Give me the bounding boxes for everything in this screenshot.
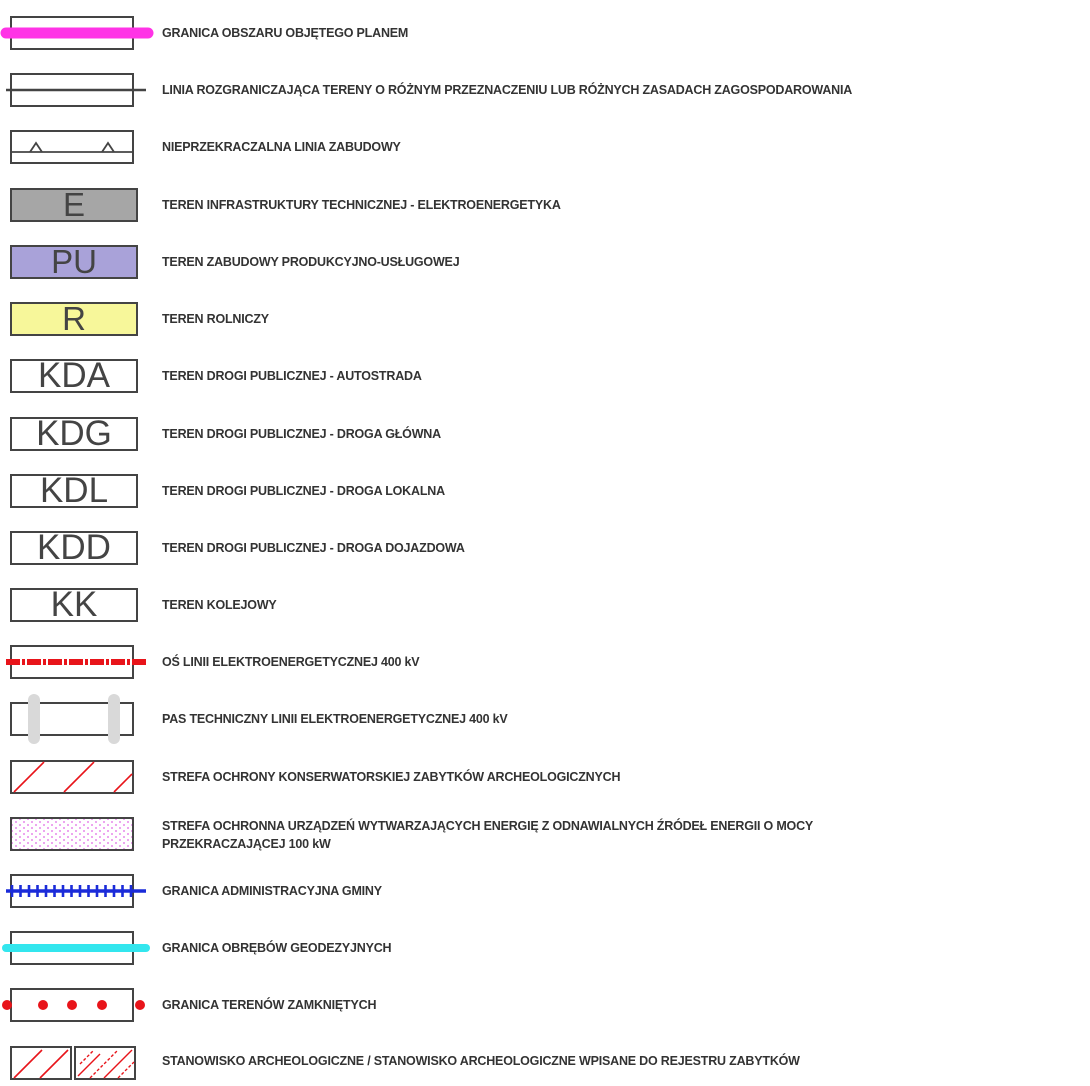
- legend-label: TEREN DROGI PUBLICZNEJ - DROGA DOJAZDOWA: [162, 541, 465, 555]
- kk-code-box: KK: [10, 588, 138, 622]
- legend-item-conservation-zone: [0, 760, 1090, 794]
- legend-label: TEREN DROGI PUBLICZNEJ - DROGA GŁÓWNA: [162, 427, 441, 441]
- r-code-box: R: [10, 302, 138, 336]
- legend-item-kdl: [0, 471, 1090, 510]
- legend-item-power-line-axis: [0, 645, 1090, 679]
- legend-item-pu: [0, 245, 1090, 279]
- legend-label-line2: PRZEKRACZAJĄCEJ 100 kW: [162, 837, 331, 851]
- blue-ticked-line-icon: [10, 874, 150, 908]
- legend-item-building-line: [0, 130, 1090, 164]
- cyan-line-icon: [10, 931, 150, 965]
- legend-label: LINIA ROZGRANICZAJĄCA TERENY O RÓŻNYM PRZEZNACZENIU LUB RÓŻNYCH ZASADACH ZAGOSPODAROWANIA: [162, 83, 853, 97]
- legend-item-kdd: [0, 528, 1090, 567]
- legend-item-renewable-zone: [0, 817, 1090, 855]
- legend-item-technical-strip: [0, 702, 1090, 736]
- legend-label: TEREN DROGI PUBLICZNEJ - AUTOSTRADA: [162, 369, 422, 383]
- archaeological-hatch-icon: [10, 1046, 138, 1080]
- kdg-code-box: KDG: [10, 417, 138, 451]
- e-code-box: E: [10, 188, 138, 222]
- building-line-icon: [10, 130, 138, 164]
- legend-label-line1: STREFA OCHRONNA URZĄDZEŃ WYTWARZAJĄCYCH ENERGIĘ Z ODNAWIALNYCH ŹRÓDEŁ ENERGII O MOCY: [162, 819, 814, 833]
- legend-item-closed-areas: [0, 988, 1090, 1022]
- kda-code-box: KDA: [10, 359, 138, 393]
- black-line-icon: [10, 73, 150, 107]
- legend-label: GRANICA OBRĘBÓW GEODEZYJNYCH: [162, 941, 392, 955]
- legend-label: OŚ LINII ELEKTROENERGETYCZNEJ 400 kV: [162, 655, 420, 669]
- legend-item-e: [0, 188, 1090, 222]
- legend-label: TEREN INFRASTRUKTURY TECHNICZNEJ - ELEKTROENERGETYKA: [162, 198, 561, 212]
- legend-item-geodetic-boundary: [0, 931, 1090, 965]
- legend-label: GRANICA ADMINISTRACYJNA GMINY: [162, 884, 382, 898]
- legend-label: TEREN ROLNICZY: [162, 312, 269, 326]
- magenta-line-icon: [10, 16, 150, 50]
- kdl-code-box: KDL: [10, 474, 138, 508]
- legend-item-plan-boundary: [0, 16, 1090, 50]
- red-dotted-line-icon: [10, 988, 154, 1022]
- legend-item-admin-boundary: [0, 874, 1090, 908]
- legend-item-archaeological-site: [0, 1046, 1090, 1080]
- legend-label: TEREN ZABUDOWY PRODUKCYJNO-USŁUGOWEJ: [162, 255, 460, 269]
- legend-item-delimiting-line: [0, 73, 1090, 107]
- legend-label: GRANICA TERENÓW ZAMKNIĘTYCH: [162, 998, 377, 1012]
- legend-label: NIEPRZEKRACZALNA LINIA ZABUDOWY: [162, 140, 401, 154]
- legend-item-kk: [0, 585, 1090, 624]
- legend-label: PAS TECHNICZNY LINII ELEKTROENERGETYCZNEJ 400 kV: [162, 712, 508, 726]
- grey-pillars-icon: [10, 702, 138, 752]
- legend-item-r: [0, 302, 1090, 336]
- legend-label: TEREN DROGI PUBLICZNEJ - DROGA LOKALNA: [162, 484, 445, 498]
- red-hatch-icon: [10, 760, 138, 794]
- magenta-dots-icon: [10, 817, 138, 851]
- legend-label: STANOWISKO ARCHEOLOGICZNE / STANOWISKO ARCHEOLOGICZNE WPISANE DO REJESTRU ZABYTKÓW: [162, 1054, 800, 1068]
- red-dashdot-line-icon: [10, 645, 150, 679]
- pu-code-box: PU: [10, 245, 138, 279]
- legend-label: TEREN KOLEJOWY: [162, 598, 277, 612]
- legend-label: STREFA OCHRONY KONSERWATORSKIEJ ZABYTKÓW ARCHEOLOGICZNYCH: [162, 770, 621, 784]
- legend-item-kda: [0, 356, 1090, 395]
- kdd-code-box: KDD: [10, 531, 138, 565]
- legend-item-kdg: [0, 414, 1090, 453]
- legend-label: GRANICA OBSZARU OBJĘTEGO PLANEM: [162, 26, 409, 40]
